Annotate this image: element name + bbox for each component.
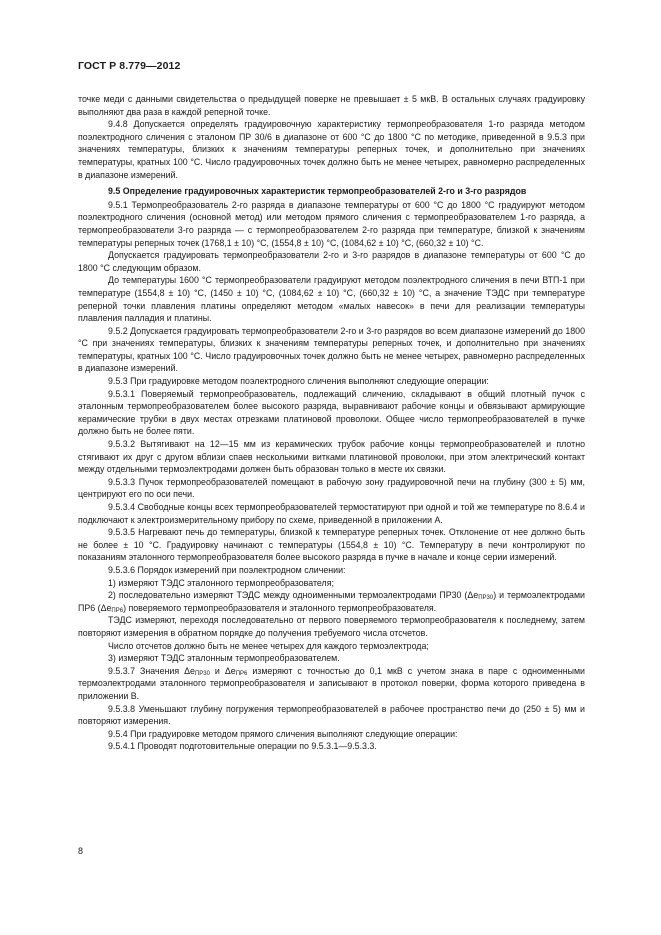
paragraph-9-5-3-1: 9.5.3.1 Поверяемый термопреобразователь, подлежащий сличению, складывают в общий плотный пучок с эталонным термопреобразователем более высокого разряда, выравнивают рабочие концы и обвязывают армирующие керамические трубки в двух местах отрезками платиновой проволоки. Общее число термопреобразователей в пучке должно быть не более пяти. (78, 388, 585, 437)
paragraph-9-5-4: 9.5.4 При градуировке методом прямого сличения выполняют следующие операции: (108, 728, 458, 739)
paragraph-9-5-3-6: 9.5.3.6 Порядок измерений при поэлектродном сличении: (108, 564, 346, 575)
subscript: ПР6 (111, 607, 124, 614)
paragraph: ТЭДС измеряют, переходя последовательно от первого поверяемого термопреобразователя к последнему, затем повторяют измерения в обратном порядке до получения требуемого числа отсчетов. (78, 615, 585, 638)
paragraph-9-5-3-3: 9.5.3.3 Пучок термопреобразователей помещают в рабочую зону градуировочной печи на глубину (300 ± 5) мм, центрируют его по оси печи. (78, 476, 585, 500)
paragraph: Число отсчетов должно быть не менее четырех для каждого термоэлектрода; (108, 640, 429, 651)
paragraph-9-5-1: 9.5.1 Термопреобразователь 2-го разряда в диапазоне температуры от 600 °С до 1800 °С градуируют методом поэлектродного сличения (основной метод) или методом прямого сличения с термопреобразователем 1-го разряда, а термопреобразователи 3-го разряда — с термопреобразователем 2-го разряда при температуре, близкой к значениям температуры реперных точек (1768,1 ± 10) °С, (1554,8 ± 10) °С, (1084,62 ± 10) °С, (660,32 ± 10) °С. (78, 199, 585, 248)
paragraph-9-5-3-2: 9.5.3.2 Вытягивают на 12—15 мм из керамических трубок рабочие концы термопреобразователей и плотно стягивают их друг с другом вблизи спаев несколькими витками платиновой проволоки, при этом электрический контакт между отдельными термоэлектродами должен быть образован только в месте их связки. (78, 439, 585, 475)
paragraph-9-5-3: 9.5.3 При градуировке методом поэлектродного сличения выполняют следующие операции: (108, 376, 489, 387)
subscript: ПР30 (478, 595, 494, 602)
paragraph-9-5-3-7 (78, 665, 585, 703)
paragraph-9-5-2: 9.5.2 Допускается градуировать термопреобразователи 2-го и 3-го разрядов во всем диапазоне измерений до 1800 °С при значениях температуры, близких к значениям температуры реперных точек, и дополнительно при значениях температуры, кратных 100 °С. Число градуировочных точек должно быть не менее четырех, равномерно распределенных в диапазоне измерений. (78, 325, 585, 374)
text-span: 9.5.3.7 Значения Δe (108, 665, 195, 676)
text-span: 2) последовательно измеряют ТЭДС между одноименными термоэлектродами ПР30 (Δe (108, 590, 479, 601)
paragraph-9-5-3-5: 9.5.3.5 Нагревают печь до температуры, близкой к температуре реперных точек. Отклонение от нее должно быть не более ± 10 °С. Градуировку начинают с температуры (1554,8 ± 10) °С. Температуру в печи контролируют по показаниям эталонного термопреобразователя более высокого разряда в пучке в начале и конце серии измерений. (78, 527, 585, 563)
paragraph: Допускается градуировать термопреобразователи 2-го и 3-го разрядов в диапазоне температуры от 600 °С до 1800 °С следующим образом. (78, 250, 585, 273)
paragraph-9-5-4-1: 9.5.4.1 Проводят подготовительные операции по 9.5.3.1—9.5.3.3. (108, 741, 377, 752)
section-heading-9-5: 9.5 Определение градуировочных характеристик термопреобразователей 2-го и 3-го разрядов (108, 186, 527, 197)
subscript: ПР30 (194, 670, 210, 677)
paragraph: До температуры 1600 °С термопреобразователи градуируют методом поэлектродного сличения в печи ВТП-1 при температуре (1554,8 ± 10) °С, (1450 ± 10) °С, (1084,62 ± 10) °С, (660,32 ± 10) °С, а значение ТЭДС при температуре реперной точки плавления платины определяют методом «малых навесок» в печи для реализации температуры плавления палладия и платины. (78, 275, 585, 324)
text-span: ) поверяемого термопреобразователя и эталонного термопреобразователя. (123, 602, 437, 613)
list-item (78, 589, 585, 614)
list-item: 1) измеряют ТЭДС эталонного термопреобразователя; (108, 577, 334, 588)
list-item: 3) измеряют ТЭДС эталонным термопреобразователем. (108, 653, 340, 664)
page-number: 8 (78, 846, 84, 856)
document-body (78, 93, 585, 753)
text-span: и Δe (209, 665, 236, 676)
document-header: ГОСТ Р 8.779—2012 (78, 60, 181, 72)
text-span: ) и термоэлектродами ПР6 (Δe (78, 590, 585, 613)
paragraph-9-5-3-4: 9.5.3.4 Свободные концы всех термопреобразователей термостатируют при одной и той же температуре по 8.6.4 и подключают к электроизмерительному прибору по схеме, приведенной в приложении А. (78, 502, 585, 525)
text-span: измеряют с точностью до 0,1 мкВ с учетом знака в паре с одноименными термоэлектродами эталонного термопреобразователя и записывают в протокол поверки, форма которого приведена в приложении В. (78, 665, 585, 701)
paragraph-9-5-3-8: 9.5.3.8 Уменьшают глубину погружения термопреобразователей в рабочее пространство печи до (250 ± 5) мм и повторяют измерения. (78, 703, 585, 727)
paragraph-9-4-8: 9.4.8 Допускается определять градуировочную характеристику термопреобразователя 1-го разряда методом поэлектродного сличения с эталоном ПР 30/6 в диапазоне от 600 °С до 1800 °С по методике, приведенной в 9.5.3 при значениях температуры, близких к значениям температуры реперных точек, и дополнительно при значениях температуры, кратных 100 °С. Число градуировочных точек должно быть не менее четырех, равномерно распределенных в диапазоне измерений. (78, 119, 585, 180)
subscript: ПР6 (235, 670, 248, 677)
paragraph: точке меди с данными свидетельства о предыдущей поверке не превышает ± 5 мкВ. В остальных случаях градуировку выполняют два раза в каждой реперной точке. (78, 94, 585, 117)
